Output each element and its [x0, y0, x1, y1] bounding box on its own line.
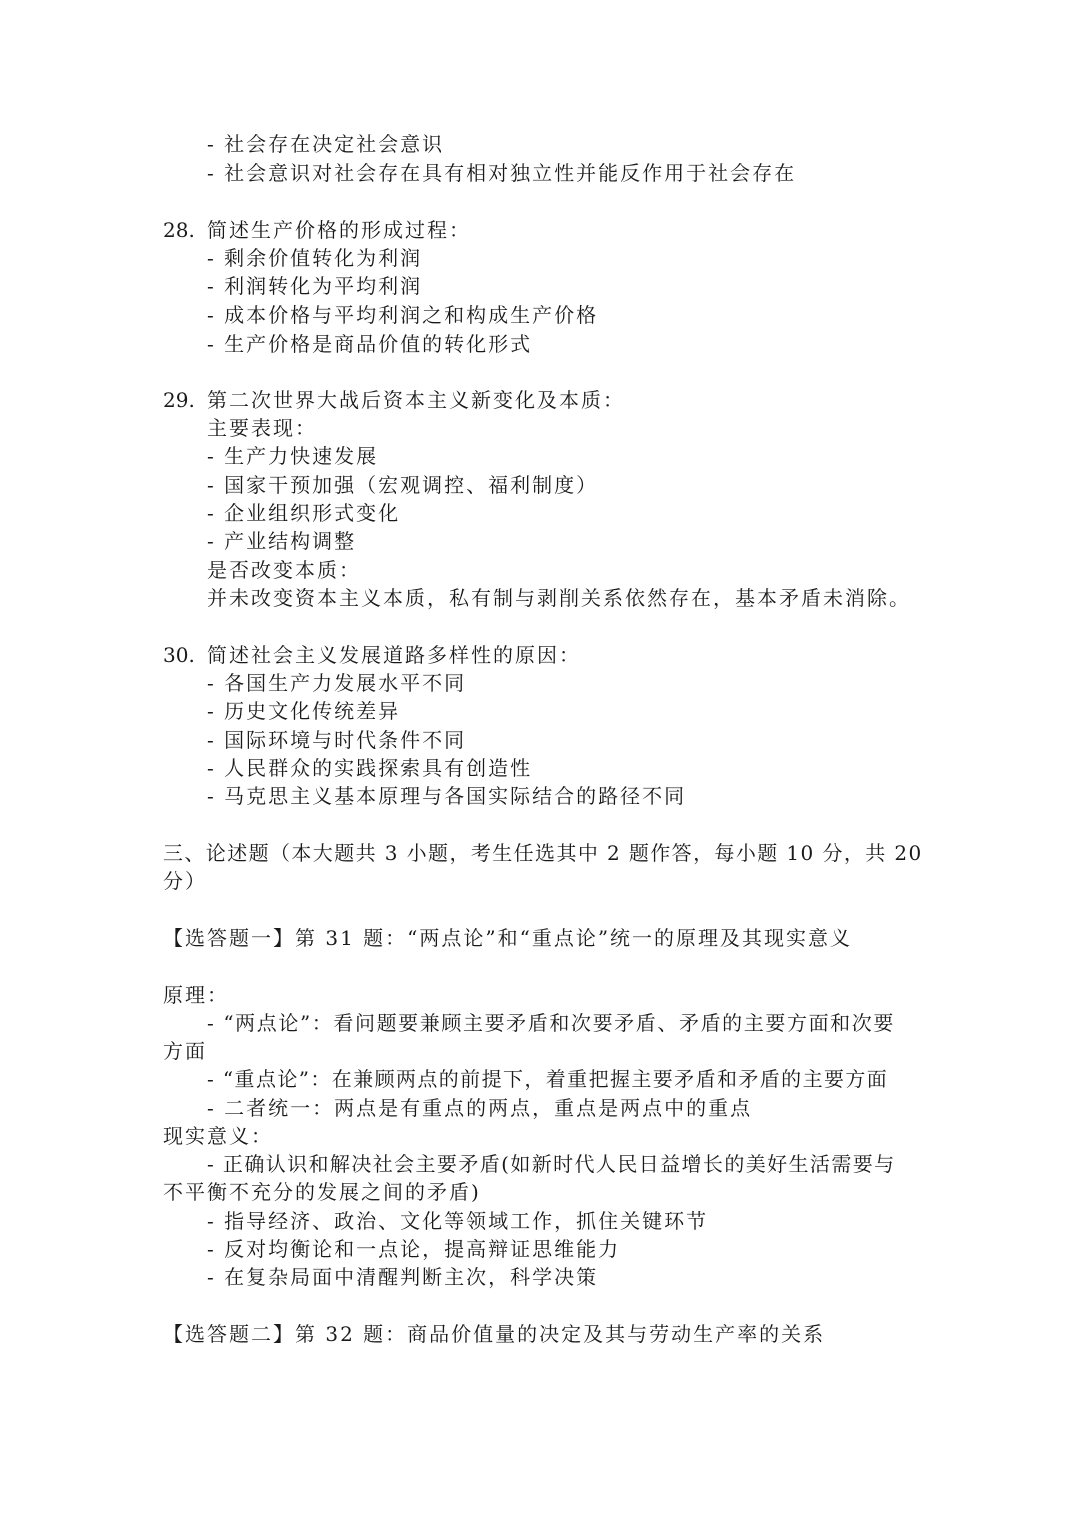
sub-heading: 原理： — [163, 983, 229, 1007]
list-item: - 企业组织形式变化 — [207, 501, 401, 525]
list-item: - 生产价格是商品价值的转化形式 — [207, 332, 533, 356]
list-item: - 社会意识对社会存在具有相对独立性并能反作用于社会存在 — [207, 161, 797, 185]
list-item-cont: 方面 — [163, 1039, 207, 1063]
question-title: 简述生产价格的形成过程： — [207, 218, 471, 242]
sub-heading: 是否改变本质： — [207, 558, 361, 582]
list-item: - 成本价格与平均利润之和构成生产价格 — [207, 303, 599, 327]
section-heading-cont: 分） — [163, 869, 207, 893]
list-item: - 人民群众的实践探索具有创造性 — [207, 756, 533, 780]
list-item: - 正确认识和解决社会主要矛盾(如新时代人民日益增长的美好生活需要与 — [207, 1152, 896, 1176]
question-number: 30. — [163, 643, 195, 667]
question-30-heading — [163, 641, 581, 669]
question-number: 29. — [163, 388, 195, 412]
list-item: - 指导经济、政治、文化等领域工作，抓住关键环节 — [207, 1209, 709, 1233]
sub-heading: 现实意义： — [163, 1124, 273, 1148]
list-item: - 二者统一：两点是有重点的两点，重点是两点中的重点 — [207, 1096, 753, 1120]
list-item: - “两点论”：看问题要兼顾主要矛盾和次要矛盾、矛盾的主要方面和次要 — [207, 1011, 895, 1035]
section-heading: 三、论述题（本大题共 3 小题，考生任选其中 2 题作答，每小题 10 分，共 20 — [163, 841, 923, 865]
list-item: - 利润转化为平均利润 — [207, 274, 423, 298]
list-item: - 马克思主义基本原理与各国实际结合的路径不同 — [207, 784, 687, 808]
list-item: - 国际环境与时代条件不同 — [207, 728, 467, 752]
list-item: - 国家干预加强（宏观调控、福利制度） — [207, 473, 599, 497]
question-28-heading — [163, 216, 471, 244]
question-title: 第二次世界大战后资本主义新变化及本质： — [207, 388, 625, 412]
list-item: - 各国生产力发展水平不同 — [207, 671, 467, 695]
list-item: - 产业结构调整 — [207, 529, 357, 553]
question-32-heading: 【选答题二】第 32 题：商品价值量的决定及其与劳动生产率的关系 — [163, 1322, 826, 1346]
question-29-heading — [163, 386, 625, 414]
list-item: - 社会存在决定社会意识 — [207, 132, 445, 156]
list-item: - 反对均衡论和一点论，提高辩证思维能力 — [207, 1237, 621, 1261]
list-item: - 历史文化传统差异 — [207, 699, 401, 723]
list-item: - 剩余价值转化为利润 — [207, 246, 423, 270]
list-item: - 生产力快速发展 — [207, 444, 379, 468]
question-title: 简述社会主义发展道路多样性的原因： — [207, 643, 581, 667]
conclusion-text: 并未改变资本主义本质，私有制与剥削关系依然存在，基本矛盾未消除。 — [207, 586, 911, 610]
list-item-cont: 不平衡不充分的发展之间的矛盾) — [163, 1180, 481, 1204]
list-item: - 在复杂局面中清醒判断主次，科学决策 — [207, 1265, 599, 1289]
question-31-heading: 【选答题一】第 31 题：“两点论”和“重点论”统一的原理及其现实意义 — [163, 926, 853, 950]
list-item: - “重点论”：在兼顾两点的前提下，着重把握主要矛盾和矛盾的主要方面 — [207, 1067, 889, 1091]
sub-heading: 主要表现： — [207, 416, 317, 440]
question-number: 28. — [163, 218, 195, 242]
